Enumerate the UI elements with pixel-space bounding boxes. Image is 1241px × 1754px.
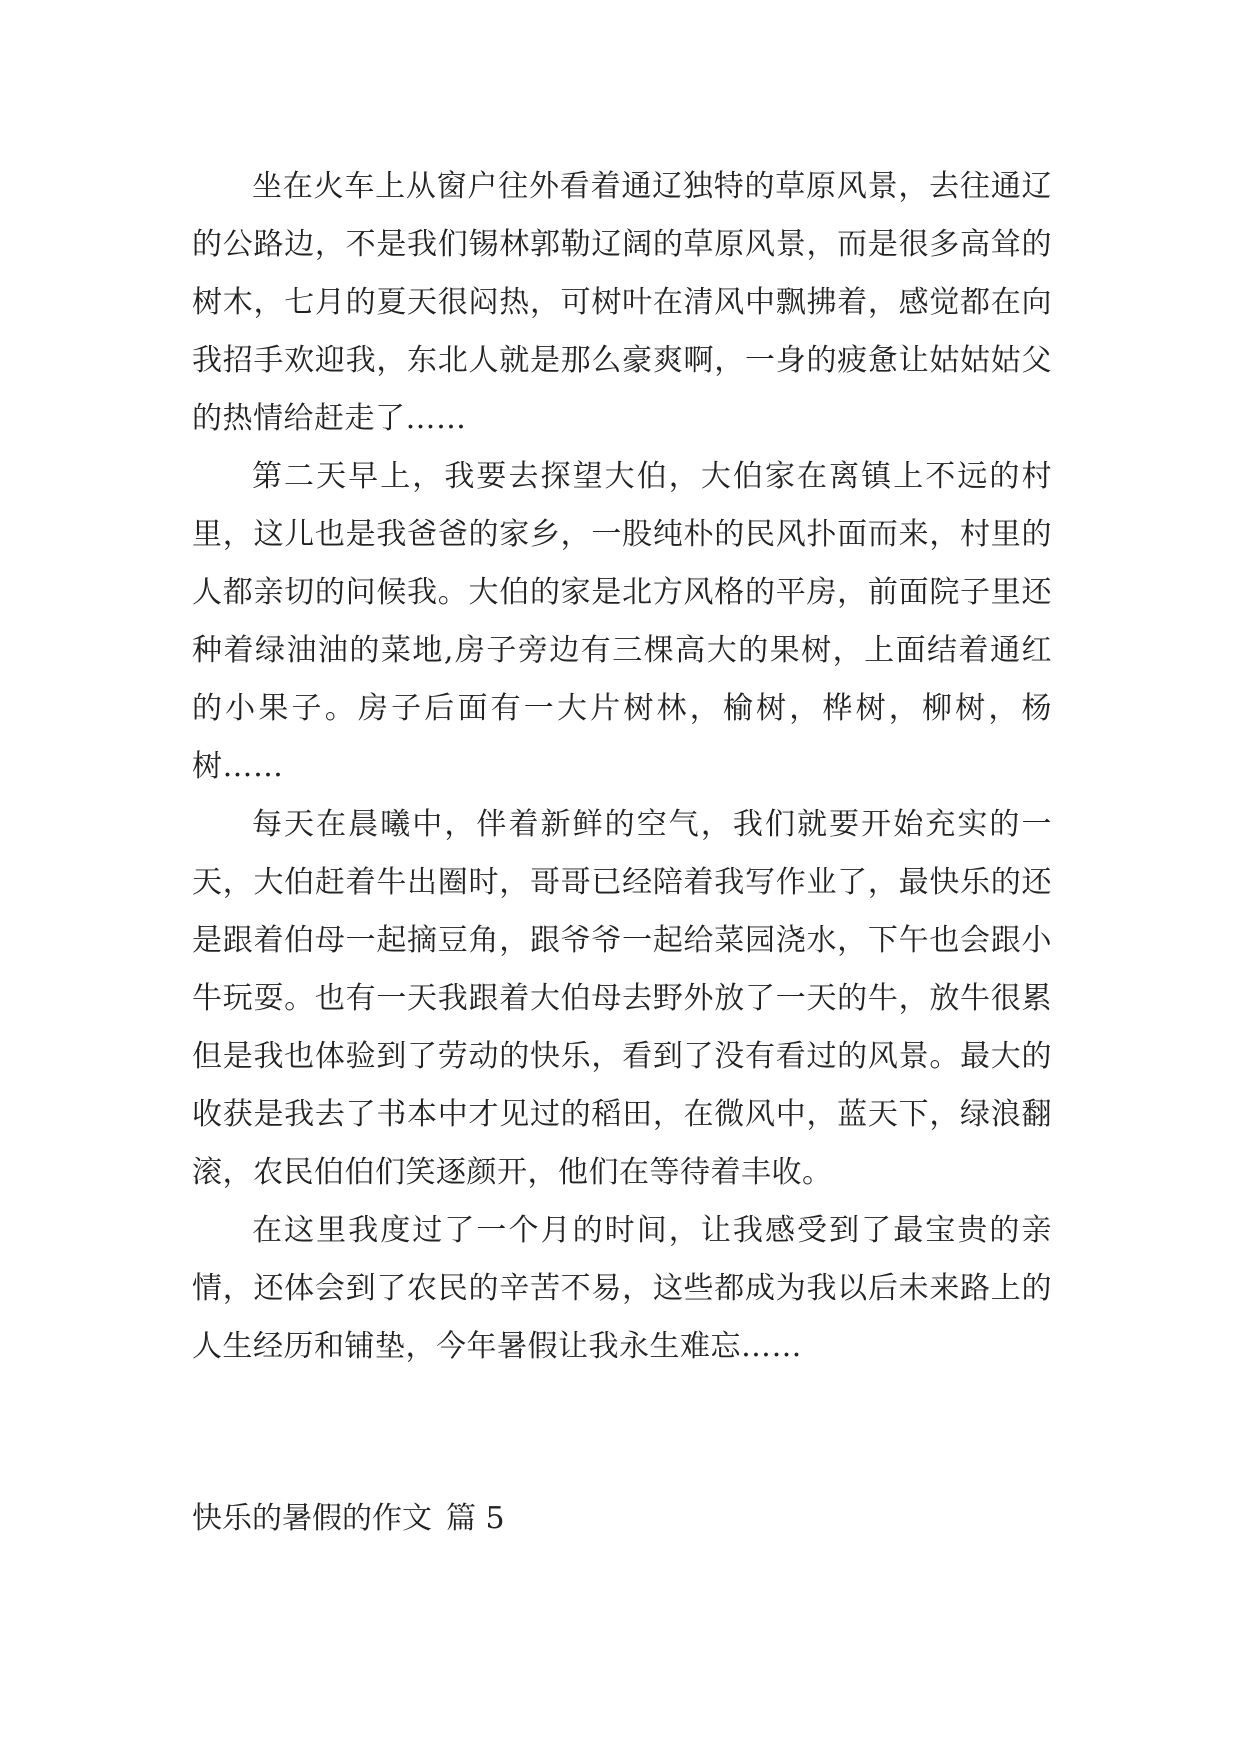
paragraph-4: 在这里我度过了一个月的时间，让我感受到了最宝贵的亲情，还体会到了农民的辛苦不易，这些都成为我以后未来路上的人生经历和铺垫，今年暑假让我永生难忘…… [192, 1213, 1052, 1364]
paragraph-2: 第二天早上，我要去探望大伯，大伯家在离镇上不远的村里，这儿也是我爸爸的家乡，一股纯朴的民风扑面而来，村里的人都亲切的问候我。大伯的家是北方风格的平房，前面院子里还种着绿油油的菜地,房子旁边有三棵高大的果树，上面结着通红的小果子。房子后面有一大片树林，榆树，桦树，柳树，杨树…… [192, 459, 1052, 784]
section-heading-part: 篇 5 [446, 1501, 505, 1536]
section-heading-title: 快乐的暑假的作文 [192, 1501, 432, 1536]
paragraph-1: 坐在火车上从窗户往外看着通辽独特的草原风景，去往通辽的公路边，不是我们锡林郭勒辽阔的草原风景，而是很多高耸的树木，七月的夏天很闷热，可树叶在清风中飘拂着，感觉都在向我招手欢迎我，东北人就是那么豪爽啊，一身的疲惫让姑姑姑父的热情给赶走了…… [192, 169, 1052, 436]
section-heading [192, 1490, 505, 1548]
essay-body [192, 158, 1052, 1376]
paragraph-3: 每天在晨曦中，伴着新鲜的空气，我们就要开始充实的一天，大伯赶着牛出圈时，哥哥已经陪着我写作业了，最快乐的还是跟着伯母一起摘豆角，跟爷爷一起给菜园浇水，下午也会跟小牛玩耍。也有一天我跟着大伯母去野外放了一天的牛，放牛很累但是我也体验到了劳动的快乐，看到了没有看过的风景。最大的收获是我去了书本中才见过的稻田，在微风中，蓝天下，绿浪翻滚，农民伯伯们笑逐颜开，他们在等待着丰收。 [192, 807, 1052, 1190]
